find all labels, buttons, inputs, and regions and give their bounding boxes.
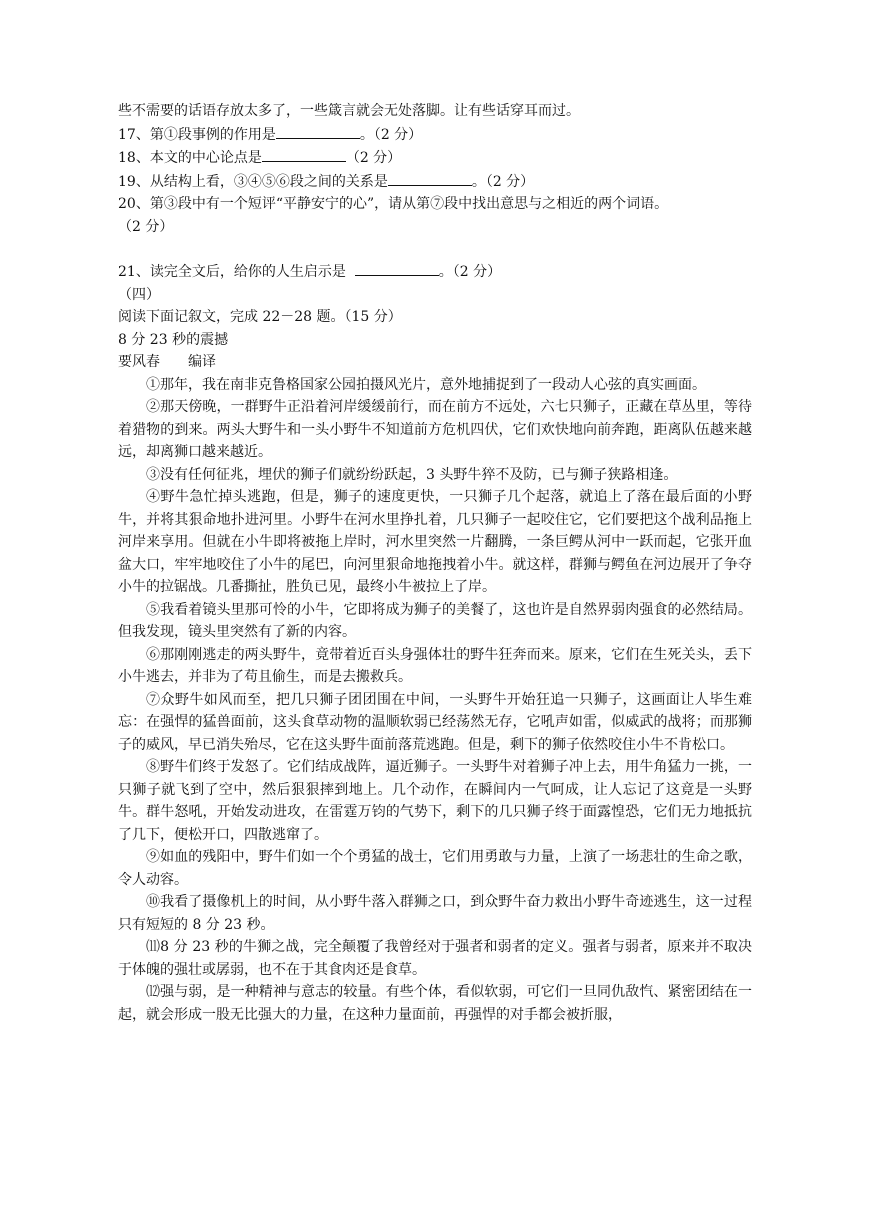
paragraph-10: ⑩我看了摄像机上的时间，从小野牛落入群狮之口，到众野牛奋力救出小野牛奇迹逃生，这一过程只有短短的 8 分 23 秒。 [118,894,752,933]
question-19-points: 。（2 分） [471,173,535,190]
paragraph-7: ⑦众野牛如风而至，把几只狮子团团围在中间，一头野牛开始狂追一只狮子，这画面让人毕生难忘：在强悍的猛兽面前，这头食草动物的温顺软弱已经荡然无存，它吼声如雷，似威武的战将；而那狮子的威风，早已消失殆尽，它在这头野牛面前落荒逃跑。但是，剩下的狮子依然咬住小牛不肯松口。 [118,691,752,753]
answer-blank-19[interactable] [388,170,472,186]
intro-line: 些不需要的话语存放太多了，一些箴言就会无处落脚。让有些话穿耳而过。 [118,103,580,119]
question-19 [118,170,752,194]
question-17-text: 17、第①段事例的作用是 [118,126,276,143]
article-author: 要风春 [118,354,160,370]
question-21-text: 21、读完全文后，给你的人生启示是 [118,264,355,280]
question-21-points: 。（2 分） [438,264,502,280]
article-byline [118,351,752,374]
question-19-text: 19、从结构上看，③④⑤⑥段之间的关系是 [118,173,388,190]
question-18 [118,146,752,170]
spacer [118,238,752,260]
article-author-role: 编译 [188,354,216,370]
question-21 [118,260,752,284]
paragraph-11: ⑾8 分 23 秒的牛狮之战，完全颠覆了我曾经对于强者和弱者的定义。强者与弱者，原来并不取决于体魄的强壮或孱弱，也不在于其食肉还是食草。 [118,939,752,978]
paragraph-9: ⑨如血的残阳中，野牛们如一个个勇猛的战士，它们用勇敢与力量，上演了一场悲壮的生命之歌，令人动容。 [118,849,752,888]
question-17 [118,123,752,147]
answer-blank-18[interactable] [262,146,346,162]
paragraph-4: ④野牛急忙掉头逃跑，但是，狮子的速度更快，一只狮子几个起落，就追上了落在最后面的小野牛，并将其狠命地扑进河里。小野牛在河水里挣扎着，几只狮子一起咬住它，它们要把这个战利品拖上河岸来享用。但就在小牛即将被拖上岸时，河水里突然一片翻腾，一条巨鳄从河中一跃而起，它张开血盆大口，牢牢地咬住了小牛的尾巴，向河里狠命地拖拽着小牛。就这样，群狮与鳄鱼在河边展开了争夺小牛的拉锯战。几番撕扯，胜负已见，最终小牛被拉上了岸。 [118,489,752,595]
paragraph-1: ①那年，我在南非克鲁格国家公园拍摄风光片，意外地捕捉到了一段动人心弦的真实画面。 [146,376,706,393]
paragraph-12: ⑿强与弱，是一种精神与意志的较量。有些个体，看似软弱，可它们一旦同仇敌忾、紧密团结在一起，就会形成一股无比强大的力量，在这种力量面前，再强悍的对手都会被折服， [118,984,752,1023]
question-18-text: 18、本文的中心论点是 [118,150,262,166]
paragraph-2: ②那天傍晚，一群野牛正沿着河岸缓缓前行，而在前方不远处，六七只狮子，正藏在草丛里，等待着猎物的到来。两头大野牛和一头小野牛不知道前方危机四伏，它们欢快地向前奔跑，距离队伍越来越远，却离狮口越来越近。 [118,399,752,460]
section-number: （四） [118,286,160,303]
paragraph-8: ⑧野牛们终于发怒了。它们结成战阵，逼近狮子。一头野牛对着狮子冲上去，用牛角猛力一挑，一只狮子就飞到了空中，然后狠狠摔到地上。几个动作，在瞬间内一气呵成，让人忘记了这竟是一头野牛。群牛怒吼，开始发动进攻，在雷霆万钧的气势下，剩下的几只狮子终于面露惶恐，它们无力地抵抗了几下，便松开口，四散逃窜了。 [118,759,752,843]
document-page [118,100,752,1026]
paragraph-5: ⑤我看着镜头里那可怜的小牛，它即将成为狮子的美餐了，这也许是自然界弱肉强食的必然结局。但我发现，镜头里突然有了新的内容。 [118,601,752,640]
question-17-points: 。（2 分） [359,126,423,143]
paragraph-6: ⑥那刚刚逃走的两头野牛，竟带着近百头身强体壮的野牛狂奔而来。原来，它们在生死关头，丢下小牛逃去，并非为了苟且偷生，而是去搬救兵。 [118,646,752,685]
question-20: 20、第③段中有一个短评“平静安宁的心”，请从第⑦段中找出意思与之相近的两个词语。 [118,196,669,212]
article-title: 8 分 23 秒的震撼 [118,331,229,348]
answer-blank-17[interactable] [276,123,360,139]
section-instruction: 阅读下面记叙文，完成 22－28 题。（15 分） [118,309,402,325]
question-18-points: （2 分） [345,150,402,166]
answer-blank-21[interactable] [355,260,439,276]
question-20-points: （2 分） [118,218,174,235]
paragraph-3: ③没有任何征兆，埋伏的狮子们就纷纷跃起，3 头野牛猝不及防，已与狮子狭路相逢。 [146,466,678,483]
